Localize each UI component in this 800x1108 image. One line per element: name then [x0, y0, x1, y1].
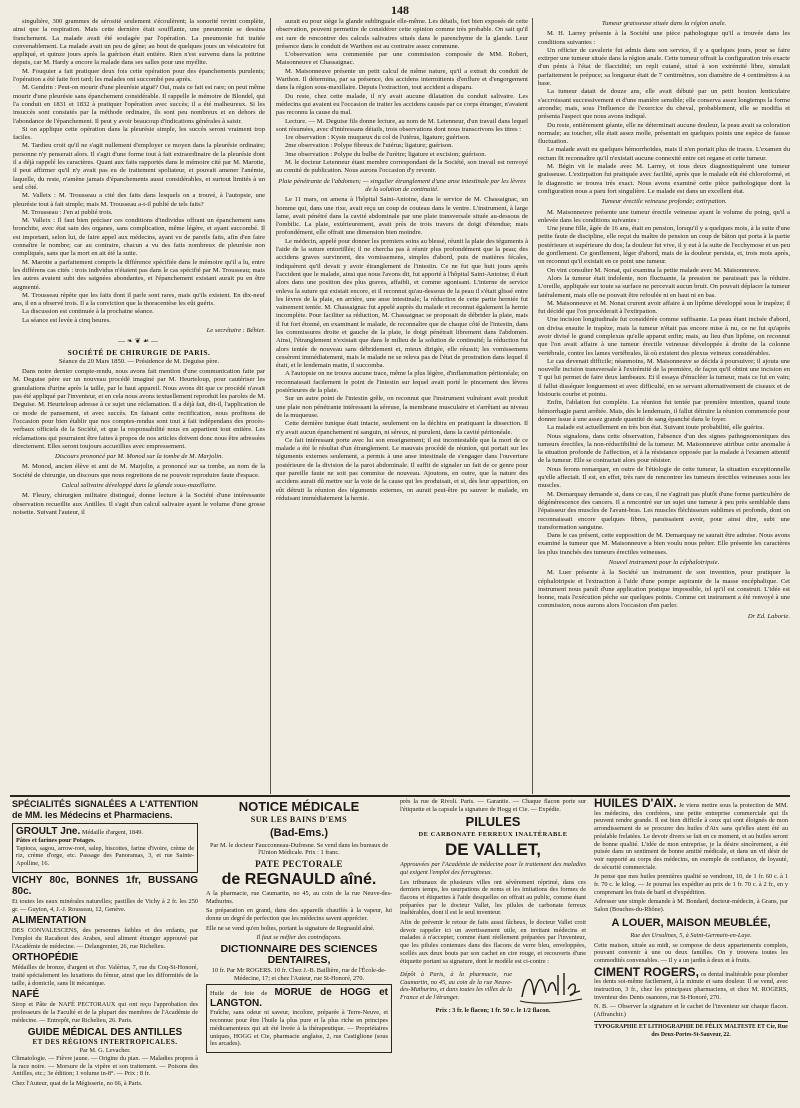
ciment-note: N. B. — Observer la signature et le cachet de l'inventeur sur chaque flacon. (Affranchir.) — [594, 1003, 788, 1019]
dictionnaire-title: DICTIONNAIRE DES SCIENCES DENTAIRES, — [220, 943, 378, 967]
groult-ad — [12, 823, 198, 873]
article-paragraph: Une jeune fille, âgée de 16 ans, était en pension, lorsqu'il y a quelques mois, à la suite d'une petite faute de discipline, elle reçut du maître de pension un coup de bâton qui porta à la partie postérieure et supérieure du dos; la douleur fut vive, il y eut à la suite de l'ecchymose et un peu de gonflement. Ce gonflement, léger d'abord, mais de la douleur persista, et, trois mois après, on reconnut qu'il existait en ce point une tumeur. — [538, 225, 790, 266]
article-paragraph: M. Fouquier a fait pratiquer deux fois cette opération pour des épanchements purulents; l'opération a été faite fort tard; les malades ont succombé peu après. — [13, 67, 265, 84]
article-paragraph: Enfin, l'ablation fut complète. La réunion fut tentée par première intention, quand toute hémorrhagie parut arrêtée. Mais, dès le lendemain, il fallut détruire la réunion commencée pour donner issue à une assez grande quantité de sang épanché dans le foyer. — [538, 399, 790, 423]
vallet-depot-row — [400, 967, 586, 1007]
article-paragraph: M. H. Larrey présente à la Société une pièce pathologique qu'il a trouvée dans les conditions suivantes : — [538, 30, 790, 46]
section-subtitle: Séance du 20 Mars 1850. — Présidence de M. Deguise père. — [58, 357, 220, 365]
ads-column-1 — [12, 798, 198, 1106]
article-paragraph: 1re observation : Kyste muqueux du col de l'utérus, ligature; guérison. — [285, 134, 471, 142]
groult-sub: Pâtes et farines pour Potages. — [16, 837, 96, 844]
article-paragraph: Cette dernière tunique était intacte, seulement on la déchira en pratiquant la dissection. Il n'y avait aucun épanchement ni sanguin, ni séreux, ni purulent, dans la cavité péritonéale. — [276, 420, 528, 436]
article-paragraph: Du reste, entièrement géante, elle ne déterminait aucune douleur, la peau avait sa coloration normale; au toucher, elle était assez molle, présentait en quelques points une espèce de fausse fluctuation. — [538, 121, 790, 146]
article-paragraph: M. Monod, ancien élève et ami de M. Marjolin, a prononcé sur sa tombe, au nom de la Société de chirurgie, un discours que nous regrettons de ne pouvoir reproduire faute d'espace. — [13, 463, 265, 479]
article-paragraph: Le 11 mars, on amena à l'hôpital Saint-Antoine, dans le service de M. Chassaignac, un homme qui, dans une rixe, avait reçu un coup de couteau dans le ventre. L'instrument, à large lame, avait pénétré dans la cavité abdominale par une plaie transversale située au-dessous de l'ombilic. La plaie, extérieurement, avait près de trois travers de doigt d'étendue; mais profondément, elle offrait une dimension bien moindre. — [276, 196, 528, 237]
ads-column-3 — [400, 798, 586, 1106]
printer-footer: TYPOGRAPHIE ET LITHOGRAPHIE DE FÉLIX MALTESTE ET Cie, Rue des Deux-Portes-St-Sauveur, 22. — [594, 1021, 788, 1039]
orthopedie-title: ORTHOPÉDIE — [12, 952, 79, 964]
secretary-signature: Le secrétaire : Béhier. — [206, 326, 265, 334]
column-3-paragraphs-b — [538, 209, 790, 557]
article-paragraph: On vint consulter M. Nonat, qui examina la petite malade avec M. Maisonneuve. — [547, 266, 761, 274]
article-paragraph: M. Maisonneuve présente un petit calcul de même nature, qu'il a extrait du conduit de Warthon. Il détermina, par sa présence, des accidens intermittents d'enflure et d'engorgement dans la région sous-maxillaire. Depuis l'extraction, tout accident a disparu. — [276, 67, 528, 92]
column-1-paragraphs-c — [13, 463, 265, 480]
ads-column-2 — [206, 798, 392, 1106]
article-paragraph: Le médecin, appelé pour donner les premiers soins au blessé, réunit la plaie des téguments à l'aide de la suture entortillée; il ne chercha pas à réunir plus profondément que la peau; des accidens graves survinrent, des vomissemens, simples d'abord, puis de matières fécales, indiquèrent qu'il devait y avoir étranglement de l'intestin. Ce ne fut que huit jours après l'accident que le malade, ainsi que nous l'avons dit, fut apporté à l'hôpital Saint-Antoine; il était alors dans une position des plus graves, affaibli, et comme agonisant. L'interne de service enleva la suture qui existait encore, et il reconnut qu'au-dessous de la peau il s'était glissé entre les lèvres de la plaie, en arrière, une anse intestinale; la réduction de cette partie herniée fut vainement tentée. M. Chassaignac fut appelé auprès du malade et reconnut également la hernie incomplète. Pour faciliter sa réduction, M. Chassaignac se proposait de débrider la plaie, mais il fut fort étonné, en examinant le malade, de reconnaître que de chaque côté de l'intestin, dans les commissures droite et gauche de la plaie, le doigt pénétrait librement dans l'abdomen. Ainsi, l'étranglement n'existait que dans le milieu de la solution de continuité; la réduction fut alors tentée de nouveau sans débridement et, mieux dirigée, elle réussit; les vomissemens cessèrent immédiatement, mais le malade ne se releva pas de l'état de prostration dans lequel il était, et le lendemain matin, il succomba. — [276, 237, 528, 370]
groult-text: Tapioca, sagou, arrow-root, salep, biscottes, farine d'ivoire, crème de riz, crème d'orge, etc. Passage des Panoramas, 3, et rue Sainte-Apolline, 16. — [16, 844, 194, 868]
ornament-divider: —❧❦☙— — [117, 337, 160, 346]
alimentation-title: ALIMENTATION — [12, 915, 87, 927]
notice-text: Par M. le docteur Faucconneau-Dufresne. Se vend dans les bureaux de l'Union Médicale. Prix : 1 franc. — [209, 841, 388, 857]
column-rule — [270, 18, 271, 794]
pilules-title: PILULES — [465, 814, 521, 830]
article-paragraph: M. Marotte a parfaitement compris la différence spécifiée dans le mémoire qu'il a lu, entre les différens cas cités : trois individus n'étaient pas dans le cas spécifié par M. Trousseau; mais les autres avaient subi des saignées abondantes, et l'épanchement existant aurait pu en être augmenté. — [13, 258, 265, 291]
regnauld-title: de REGNAULD aîné. — [221, 870, 377, 888]
column-2-paragraphs-b — [276, 196, 528, 503]
article-paragraph: M. le docteur Letenneur étant membre correspondant de la Société, son travail est renvoyé au comité de publication. Nous aurons l'occasion d'y revenir. — [276, 159, 528, 175]
huiles-title: HUILES D'AIX. — [594, 798, 677, 810]
article-paragraph: M. Maisonneuve et M. Nonat crurent avoir affaire à un lipôme développé sous le trapèze; il fut décidé que l'on procéderait à l'extirpation. — [538, 299, 790, 316]
article-paragraph: Une incision longitudinale fut considérée comme suffisante. La peau étant incisée d'abord, on divisa ensuite le trapèze, mais la tumeur n'était pas encore mise à nu, ce ne fut qu'après avoir divisé le grand complexus qu'elle apparut enfin; mais, au lieu d'un lipôme, on reconnut que l'on avait affaire à une tumeur érectile veineuse développée à droite de la colonne vertébrale, contre les lames vertébrales, là où existent des plexus veineux considérables. — [538, 316, 790, 357]
article-paragraph: Dans notre dernier compte-rendu, nous avons fait mention d'une communication faite par M. Deguise père sur un nouveau procédé imaginé par M. Heurteloup, pour cautériser les granulations d'urine après la taille, par le haut appareil. Nous avons dit que ce procédé n'avait pas été appliqué par l'inventeur, et en cela nous avons textuellement reproduit les paroles de M. Deguise. M. Heurteloup adresse à ce sujet une réclamation. Il a déjà fait, dit-il, l'application de ce mode de pansement, et avec succès. En faisant cette rectification, nous profitons de l'occasion pour bien établir que nos comptes-rendus sont tout à fait indépendans des procès-verbaux officiels de la Société, et que la responsabilité nous en appartient tout entière. Les réclamations qui pourraient être faites à propos de nos articles doivent donc nous être adressées directement. Elles seront toujours accueillies avec empressement. — [13, 368, 265, 450]
article-paragraph: Le cas devenait difficile; néanmoins, M. Maisonneuve se décida à poursuivre; il ajouta une nouvelle incision transversale à l'extrémité de la première, de façon qu'il obtint une incision en T qui lui permet de faire deux lambeaux. Et il essaya d'énucléer la tumeur, mais ce fut en vain; il fallut disséquer longuement et avec difficulté, en se servant alternativement de ciseaux et de bistouris courbe et pointu. — [538, 357, 790, 399]
pilules-subtitle: DE CARBONATE FERREUX INALTÉRABLE — [418, 831, 568, 839]
article-paragraph: Sur un autre point de l'intestin grêle, on reconnut que l'instrument vulnérant avait produit une plaie non pénétrante intéressant la séreuse, la membrane musculaire et s'arrêtant au niveau de la muqueuse. — [276, 395, 528, 419]
tumeur-erectile-title: Tumeur érectile veineuse profonde; extirpation. — [601, 198, 727, 206]
article-paragraph: M. Valleix : Il faut bien préciser ces conditions d'individus offrant un épanchement sans bronchite, avec état sain des organes, sans complication, même légère, et ayant succombé. Il est important, selon lui, de faire appel aux médecins, ayant vu de pareils faits, afin d'en faire connaître le nombre; car au contraire, chacun a vu des faits nombreux de pleurésie non compliqués, sans que la mort en ait été la suite. — [13, 217, 265, 258]
huiles-text: Je viens mettre sous la protection de MM. les médecins, des confrères, une petite entreprise commerciale qui ils peuvent rendre grande. Il est bien difficile à ceux qui sont éloignés de mon arrondissement de se procurer des huiles d'Aix sans qu'elles aient été au préalable frelatées. Le devoir divers se fait en ce moment, et au huiles seront de bonne qualité. L'idée de mon entreprise, je la désire sincèrement, a été puisée dans un sentiment de bonne amitié médicale, et dans un vif désir de voir rapporté au corps des médecins, un exemple de confiance, de loyauté, de sécurité commerciale. — [594, 802, 788, 871]
article-paragraph: M. Tardieu croit qu'il ne s'agit nullement d'employer ce moyen dans la pleurésie ordinaire; personne n'y penserait alors. Il s'agit d'une forme tout à fait extraordinaire de la pleurésie dont il a déjà rappelé les caractères. Quant aux faits rapportés dans le mémoire cité par M. Marotte, il peut affirmer qu'il n'y avait pas eu de traitement spoliateur, et pouvait amener l'anémie, laquelle, du reste, n'amène jamais d'épanchements aussi considérables, et surtout limités à un seul côté. — [13, 142, 265, 191]
article-paragraph: Nous signalons, dans cette observation, l'absence d'un des signes pathognomoniques des tumeurs érectiles, la non-réductibilité de la tumeur. M. Maisonneuve attribue cette anomalie à la situation profonde de l'affection, et à la résistance opposée par la malade à l'examen attentif de la tumeur. Elle se contractait alors pour résister. — [538, 432, 790, 465]
louer-title: A LOUER, MAISON MEUBLÉE, — [611, 916, 771, 929]
article-paragraph: La discussion est continuée à la prochaine séance. — [22, 308, 154, 316]
notice-bracket: (Bad-Ems.) — [269, 826, 329, 839]
notice-title: NOTICE MÉDICALE — [238, 799, 360, 814]
article-paragraph: M. Gendrin : Peut-on mourir d'une pleurésie aiguë? Oui, mais ce fait est rare; on peut même mourir d'une pleurésie sans épanchement considérable. Il rappelle le mémoire de Blondel, qui l'a conduit en 1831 et 1832 à pratiquer l'opération avec succès; il a été malheureux. Si les insuccès sont constatés par la méthode ordinaire, ils sont peu nombreux et en dehors de l'abondance de l'épanchement. Il peut y avoir beaucoup d'indications générales à saisir. — [13, 84, 265, 125]
article-paragraph: Lecture. — M. Deguise fils donne lecture, au nom de M. Letenneur, d'un travail dans lequel sont résumées, avec d'intéressans détails, trois observations dont nous transcrivons les titres : — [276, 117, 528, 133]
article-paragraph: Nous ferons remarquer, en outre de l'étiologie de cette tumeur, la situation exceptionnelle qu'elle affectait. Il est, en effet, très rare de rencontrer les tumeurs érectiles veineuses sous les muscles. — [538, 465, 790, 490]
vallet-price: Prix : 3 fr. le flacon; 1 fr. 50 c. le 1/2 flacon. — [435, 1007, 551, 1015]
article-paragraph: 2me observation : Polype fibreux de l'utérus; ligature; guérison. — [285, 142, 454, 150]
morue-title: MORUE de HOGG et LANGTON. — [210, 987, 389, 1010]
regnauld-text-2: Sa préparation en grand, dans des appareils chauffés à la vapeur, lui donne un degré de perfection que les médecins savent apprécier. — [206, 907, 392, 922]
huiles-address: Adresser une simple demande à M. Bondard, docteur-médecin, à Grans, par Salon (Bouches-du-Rhône). — [594, 898, 788, 914]
pate-title: PATE PECTORALE — [255, 859, 343, 870]
vichy-text: Et toutes les eaux minérales naturelles; pastilles de Vichy à 2 fr. les 250 gr. — Guyton, 4, J.-J. Rousseau, 12, Genève. — [12, 897, 198, 913]
vichy-title: VICHY 80c, BONNES 1fr, BUSSANG 80c. — [12, 874, 198, 897]
ads-separator — [10, 795, 790, 797]
article-paragraph: L'observation sera commentée par une commission composée de MM. Robert, Maisonneuve et Chassaignac. — [276, 51, 528, 67]
article-paragraph: Si on applique cette opération dans la pleurésie simple, les succès seront vraiment trop faciles. — [13, 125, 265, 142]
alimentation-text: DES CONVALESCENS, des personnes faibles et des enfants, par l'emploi du Racahout des Arabes, seul aliment étranger approuvé par l'Académie de médecine. — Delangrenier, 26, rue Richelieu. — [12, 927, 198, 950]
column-rule — [532, 18, 533, 794]
guide-title: GUIDE MÉDICAL DES ANTILLES — [27, 1026, 183, 1038]
louer-address: Rue des Ursulines, 5, à Saint-Germain-en-Laye. — [630, 931, 752, 939]
article-paragraph: La malade est actuellement en très bon état. Suivant toute probabilité, elle guérira. — [547, 424, 764, 432]
regnauld-warning: Il faut se méfier des contrefaçons. — [256, 934, 342, 942]
article-paragraph: Alors la tumeur était indolente, non fluctuante, la pression ne paraissait pas la réduire. L'oreille, appliquée sur toute sa surface ne percevait aucun bruit. On pouvait déplacer la tumeur latéralement, mais elle ne pouvait être refoulée ni en haut ni en bas. — [538, 274, 790, 299]
article-paragraph: Le malade avait eu quelques hémorrhoïdes, mais il n'en portait plus de traces. L'examen du rectum fit reconnaître qu'il n'existait aucune connexité entre cet organe et cette tumeur. — [538, 146, 790, 162]
article-column-1 — [13, 18, 265, 794]
article-paragraph: Un officier de cavalerie fut admis dans son service, il y a quelques jours, pour se faire extirper une tumeur située dans la région anale. Cette tumeur offrait la configuration très exacte d'un pénis à l'état de flaccidité; un repli cutané, situé à son extrémité libre, simulait parfaitement le prépuce; sa longueur était de 7 centimètres, son diamètre de 4 centimètres à sa base. — [538, 46, 790, 88]
morue-ad — [206, 984, 392, 1053]
vallet-text-3: Afin de prévenir le retour de faits aussi fâcheux, le docteur Vallet croit devoir rappeler ici un avertissement utile, en invitant médecins et malades à n'accepter, comme étant réellement préparées par l'inventeur, que les pilules contenues dans des flacons de verre bleu, enveloppées, scellés aux deux bouts par son cachet en cire rouge, et recouverts d'une étiquette portant sa signature, dont le modèle est ci-contre : — [400, 919, 586, 965]
morue-continued: près la rue de Rivoli. Paris. — Garantie. — Chaque flacon porte sur l'étiquette et la capsule la signature de Hogg et Cie. — Expédie. — [400, 798, 586, 813]
tumeur-title: Tumeur graisseuse située dans la région anale. — [601, 20, 727, 27]
regnauld-text-1: A la pharmacie, rue Caumartin, no 45, au coin de la rue Neuve-des-Mathurins. — [206, 889, 392, 905]
article-paragraph: Ce fait intéressant porte avec lui son enseignement; il est incontestable que la mort de ce malade a été le résultat d'un étranglement. Le mauvais procédé de réunion, qui portait sur les téguments externes seulement, a permis à une anse intestinale de s'engager dans l'ouverture postérieure de la division de la paroi abdominale. Il suffit de signaler un fait de ce genre pour que pareille faute ne soit pas commise de nouveau. Ajoutons, en outre, que la nature des accidens aurait dû mettre sur la voie de la cause qui les produisait, et si, dès leur apparition, on eût détruit la réunion des téguments externes, on aurait peut-être pu sauver le malade, en réduisant immédiatement la hernie. — [276, 436, 528, 502]
notice-subtitle: SUR LES BAINS D'EMS — [250, 815, 348, 824]
article-paragraph: singulière, 300 grammes de sérosité seulement s'écoulèrent; la sonorité revint complète, ainsi que la respiration. Mais cette dernière était soufflante, une pneumonie se dessina franchement. La malade avait été soulagée par l'opération. La pneumonie fut traitée convenablement. La malade avait un peu de gêne; au bout de quelques jours un vésicatoire fut appliqué, et quinze jours après la guérison était entière. Rien n'est survenu dans la poitrine depuis, car M. Hardy a encore la malade dans ses salles pour une myélite. — [13, 18, 265, 67]
column-1-paragraphs-b — [13, 368, 265, 451]
article-paragraph: M. Demarquay demande si, dans ce cas, il ne s'agirait pas plutôt d'une forme particulière de dégénérescence des cancers. Il a rencontré sur un sujet une tumeur à peu près semblable dans l'épaisseur des muscles de l'avant-bras. Les muscles fléchisseurs sublimes et profonds, dont on reconnaissait encore quelques fibres, paraissaient avoir, pour ainsi dire, subi une transformation sanguine. — [538, 490, 790, 531]
vallet-depot: Dépôt à Paris, à la pharmacie, rue Caumartin, no 45, au coin de la rue Neuve-des-Mathurins, et dans toutes les villes de la France et de l'étranger. — [400, 970, 512, 1001]
discourse-title: Discours prononcé par M. Monod sur la tombe de M. Marjolin. — [54, 453, 224, 461]
author-signature: Dr Ed. Laborie. — [747, 612, 790, 620]
column-3-paragraphs-a — [538, 30, 790, 196]
groult-title: GROULT Jne. — [16, 826, 81, 837]
vallet-signature-icon — [516, 967, 586, 1007]
article-paragraph: Du reste, chez cette malade, il n'y avait aucune dilatation du conduit salivaire. Les médecins qui avaient eu l'occasion de traiter les accidens causés par ce corps étranger, n'avaient pas reconnu la cause du mal. — [276, 92, 528, 117]
article-paragraph: M. Maisonneuve présente une tumeur érectile veineuse ayant le volume du poing, qu'il a enlevée dans les conditions suivantes : — [538, 208, 790, 224]
article-paragraph: La séance est levée à cinq heures. — [22, 316, 111, 324]
article-paragraph: La tumeur datait de douze ans, elle avait débuté par un petit bouton lenticulaire s'accroissant successivement et d'une manière sensible; elle conserva assez longtemps la forme arrondie; mais, sous l'influence de l'exercice du cheval, probablement, elle se modifia et présenta l'aspect que nous avons indiqué. — [538, 88, 790, 121]
ads-column-4 — [594, 798, 788, 1106]
orthopedie-text: Médailles de bronze, d'argent et d'or. Valérius, 7, rue du Coq-St-Honoré, traité spécialement les luxations du fémur, ainsi que les difformités de la taille, à domicile, sans lit mécanique. — [12, 964, 198, 987]
calcul-title: Calcul salivaire développé dans la glande sous-maxillaire. — [61, 482, 217, 490]
louer-text: Cette maison, située au midi, se compose de deux appartements complets, pouvant convenir à une ou deux familles. On y trouvera toutes les commodités convenables. — Il y a un jardin à deux et à fruits. — [594, 941, 788, 964]
guide-author: Par M. G. Levacher. — [79, 1047, 131, 1055]
morue-text: Fraîche, sans odeur ni saveur, incolore, préparée à Terre-Neuve, et reconnue pour être l'huile la plus pure et la plus riche en principes médicamenteux qui ait été livrée à la thérapeutique. — Propriétaires uniques, HOGG et Cie, pharmacie anglaise, 2, rue Castiglione (sous les arcades). — [210, 1009, 388, 1048]
column-1-paragraphs-d — [13, 492, 265, 517]
article-paragraph: M. Trousseau répète que les faits dont il parle sont rares, mais qu'ils existent. En dix-neuf ans, il en a observé trois. Il a la conviction que la thoracentèse les eût guéris. — [13, 291, 265, 308]
section-title: SOCIÉTÉ DE CHIRURGIE DE PARIS. — [67, 347, 211, 357]
dictionnaire-text: 10 fr. Par Mr ROGERS. 10 fr. Chez J.-B. Baillière, rue de l'École-de-Médecine, 17; et chez l'Auteur, rue St-Honoré, 270. — [211, 967, 387, 982]
article-paragraph: aurait eu pour siège la glande sublinguale elle-même. Les détails, fort bien exposés de cette observation, peuvent permettre de considérer cette opinion comme très probable. On sait qu'il est rare de rencontrer des calculs salivaires situés dans le parenchyme de la glande. Leur présence dans le conduit de Warthon est au contraire assez commune. — [276, 18, 528, 50]
article-paragraph: M. Trousseau : J'en ai publié trois. — [22, 208, 113, 216]
specialites-header: SPÉCIALITÉS SIGNALÉES A L'ATTENTION de MM. les Médecins et Pharmaciens. — [12, 799, 198, 820]
huiles-text-2: Je pense que mes huiles premières qualité se vendront, 10, de 1 fr. 60 c. à 1 fr. 70 c. le kilog. — Je pourrai les expédier au prix de 1 fr. 70 c. à 2 fr., en y comprenant les frais de baril et d'expédition. — [594, 873, 788, 896]
column-1-paragraphs-a — [13, 18, 265, 325]
vallet-text-2: Les tribunaux de plusieurs villes ont sévèrement réprimé, dans ces derniers temps, les usurpations de noms et les imitations des formes de flacons et étiquettes à l'aide desquelles on offrait au public, comme étant préparées par le docteur Vallet, les pilules de carbonate ferreux inaltérables, dont il est le seul inventeur. — [400, 878, 586, 917]
regnauld-text-3: Elle ne se vend qu'en boîtes, portant la signature de Regnauld aîné. — [206, 924, 375, 932]
column-3-paragraphs-c — [538, 569, 790, 610]
article-column-2 — [276, 18, 528, 794]
article-paragraph: 3me observation : Polype du bulbe de l'urètre; ligature et excision; guérison. — [285, 150, 487, 158]
article-paragraph: M. Fleury, chirurgien militaire distingué, donne lecture à la Société d'une intéressante observation recueillie aux Antilles. Il s'agit d'un calcul salivaire ayant le volume d'une grosse noisette. Suivant l'auteur, il — [13, 492, 265, 516]
morue-prefix: Huile de foie de — [210, 990, 268, 998]
guide-text: Climatologie. — Fièvre jaune. — Origine du pian. — Maladies propres à la race noire. — Morsure de la vipère et son traitement. — Poisons des Antilles, etc.; 3e édition; 1 volume in-8°. — Prix : 8 fr. — [12, 1054, 198, 1078]
nafe-title: NAFÉ — [12, 989, 40, 1001]
ciment-title: CIMENT ROGERS, — [594, 964, 699, 979]
groult-medal: Médaille d'argent, 1849. — [81, 829, 144, 836]
article-paragraph: A l'autopsie on ne trouva aucune trace, même la plus légère, d'inflammation péritonéale; on reconnaissait facilement le point de l'intestin sur lequel avait porté le pincement des lèvres postérieures de la plaie. — [276, 370, 528, 395]
article-paragraph: M. Valleix : M. Trousseau a cité des faits dans lesquels on a trouvé, à l'autopsie, une pleurésie tout à fait simple; mais M. Trousseau a-t-il publié de tels faits? — [13, 192, 265, 208]
instrument-title: Nouvel instrument pour la céphalotripsie. — [608, 559, 720, 566]
guide-address: Chez l'Auteur, quai de la Mégisserie, no 66, à Paris. — [12, 1080, 143, 1088]
article-paragraph: M. Luer présente à la Société un instrument de son invention, pour pratiquer la céphalotripsie et l'extraction à l'aide d'une pompe aspirante de la masse encéphalique. Cet instrument nous paraît d'une application pratique impossible, tel qu'il est construit. L'idée est bonne, mais l'exécution péche sur quelques points. Comme cet instrument a été renvoyé à une commission, nous aurons alors l'occasion d'en parler. — [538, 569, 790, 610]
article-paragraph: Dans le cas présent, cette supposition de M. Demarquay ne saurait être admise. Nous avons examiné la tumeur que M. Maisonneuve a bien voulu nous prêter. Elle présente les caractères les plus tranchés des tumeurs érectiles veineuses. — [538, 532, 790, 556]
page-number: 148 — [391, 3, 409, 17]
column-2-paragraphs-a — [276, 18, 528, 176]
vallet-title: DE VALLET, — [444, 840, 542, 860]
article-column-3 — [538, 18, 790, 794]
guide-subtitle: ET DES RÉGIONS INTERTROPICALES. — [32, 1037, 178, 1046]
ciment-text: os dental inaltérable pour plomber les dents soi-même facilement, à la minute et sans douleur. Il se vend, avec instruction, 3 fr., chez les principaux pharmaciens, et chez M. ROGERS, inventeur des Dents osanores, rue St-Honoré, 270. — [594, 970, 788, 1001]
article-paragraph: M. Bégin vit le malade avec M. Larrey, et tous deux diagnostiquèrent une tumeur graisseuse. L'extirpation fut pratiquée avec facilité, après que le malade eût été chloroformé, et le diagnostic se trouva très exact. Nous avons examiné cette pièce pathologique dont la configuration nous a paru fort singulière. Le malade est dans un excellent état. — [538, 163, 790, 195]
plaie-title: Plaie pénétrante de l'abdomen; — singulier étranglement d'une anse intestinale par les lèvres de la solution de continuité. — [278, 177, 526, 193]
vallet-text-1: Approuvées par l'Académie de médecine pour le traitement des maladies qui exigent l'emploi des ferrugineux. — [400, 861, 586, 876]
nafe-text: Sirop et Pâte de NAFÉ PECTORAUX qui ont reçu l'approbation des professeurs de la Faculté et de la plupart des membres de l'Académie de médecine. — Entrepôt, rue Richelieu, 26. Paris. — [12, 1001, 198, 1024]
